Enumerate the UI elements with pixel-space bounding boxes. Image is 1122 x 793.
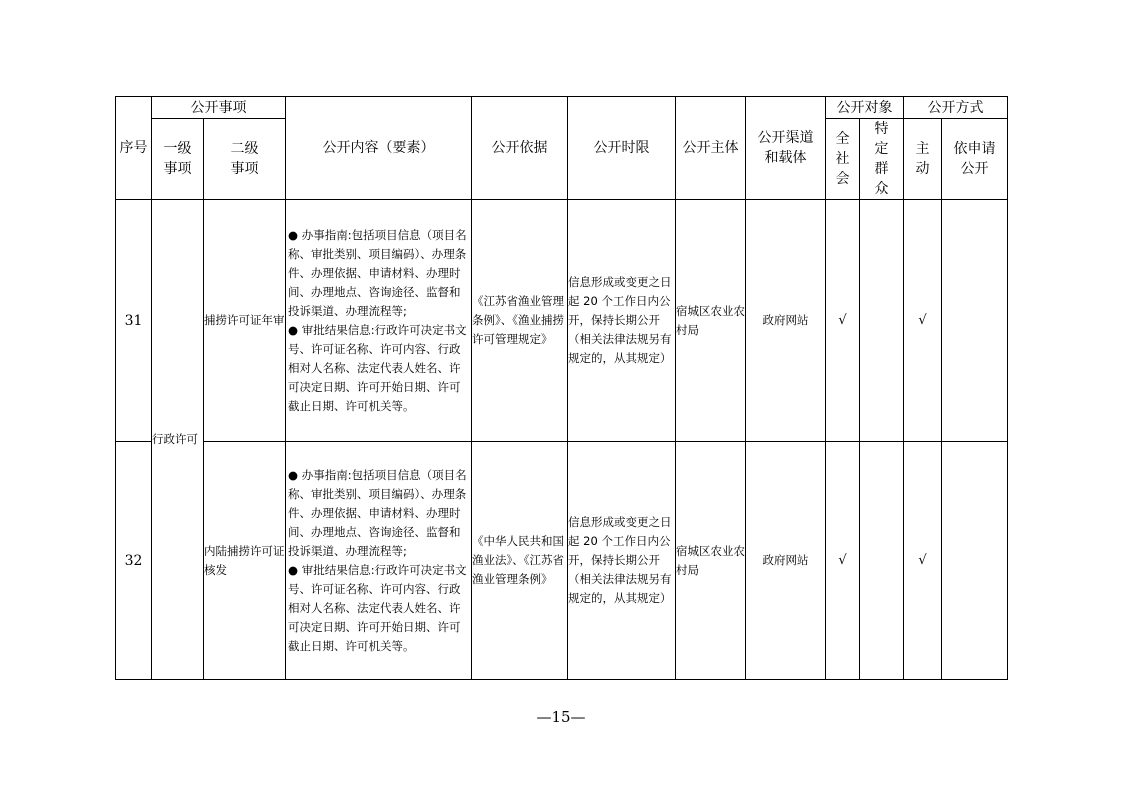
level1-item: 行政许可 — [152, 200, 204, 680]
header-level1: 一级事项 — [152, 119, 204, 200]
content-guide: ● 办事指南:包括项目信息（项目名称、审批类别、项目编码）、办理条件、办理依据、申请材料、办理时间、办理地点、咨询途径、监督和投诉渠道、办理流程等; — [288, 467, 467, 558]
header-channel: 公开渠道和载体 — [746, 97, 826, 200]
row-basis: 《中华人民共和国渔业法》、《江苏省渔业管理条例》 — [472, 442, 568, 680]
row-check-request — [942, 200, 1008, 442]
header-seq: 序号 — [116, 97, 152, 200]
row-content — [286, 442, 472, 680]
header-time-limit: 公开时限 — [568, 97, 676, 200]
row-time-limit: 信息形成或变更之日起 20 个工作日内公开，保持长期公开（相关法律法规另有规定的，从其规定） — [568, 200, 676, 442]
row-channel: 政府网站 — [746, 200, 826, 442]
row-seq: 31 — [116, 200, 152, 442]
header-target-specific: 特定群众 — [860, 119, 904, 200]
row-channel: 政府网站 — [746, 442, 826, 680]
header-content: 公开内容（要素） — [286, 97, 472, 200]
header-subject: 公开主体 — [676, 97, 746, 200]
header-method-group: 公开方式 — [904, 97, 1008, 119]
row-check-specific — [860, 442, 904, 680]
table-row — [116, 200, 1008, 442]
row-basis: 《江苏省渔业管理条例》、《渔业捕捞许可管理规定》 — [472, 200, 568, 442]
header-method-active: 主动 — [904, 119, 942, 200]
page-number: —15— — [536, 708, 586, 726]
row-level2: 内陆捕捞许可证核发 — [204, 442, 286, 680]
content-guide: ● 办事指南:包括项目信息（项目名称、审批类别、项目编码）、办理条件、办理依据、申请材料、办理时间、办理地点、咨询途径、监督和投诉渠道、办理流程等; — [288, 227, 467, 318]
header-method-request: 依申请公开 — [942, 119, 1008, 200]
row-check-specific — [860, 200, 904, 442]
row-check-all: √ — [826, 442, 860, 680]
disclosure-table — [115, 96, 1008, 680]
content-result: ● 审批结果信息:行政许可决定书文号、许可证名称、许可内容、行政相对人名称、法定代表人姓名、许可决定日期、许可开始日期、许可截止日期、许可机关等。 — [288, 562, 467, 653]
row-check-request — [942, 442, 1008, 680]
row-check-active: √ — [904, 442, 942, 680]
row-subject: 宿城区农业农村局 — [676, 442, 746, 680]
header-target-all: 全社会 — [826, 119, 860, 200]
table-row — [116, 442, 1008, 680]
row-seq: 32 — [116, 442, 152, 680]
header-basis: 公开依据 — [472, 97, 568, 200]
row-check-all: √ — [826, 200, 860, 442]
row-check-active: √ — [904, 200, 942, 442]
header-row-1 — [116, 97, 1008, 119]
header-level2: 二级事项 — [204, 119, 286, 200]
row-subject: 宿城区农业农村局 — [676, 200, 746, 442]
header-items-group: 公开事项 — [152, 97, 286, 119]
row-content — [286, 200, 472, 442]
header-target-group: 公开对象 — [826, 97, 904, 119]
content-result: ● 审批结果信息:行政许可决定书文号、许可证名称、许可内容、行政相对人名称、法定代表人姓名、许可决定日期、许可开始日期、许可截止日期、许可机关等。 — [288, 322, 467, 413]
row-time-limit: 信息形成或变更之日起 20 个工作日内公开，保持长期公开（相关法律法规另有规定的，从其规定） — [568, 442, 676, 680]
row-level2: 捕捞许可证年审 — [204, 200, 286, 442]
